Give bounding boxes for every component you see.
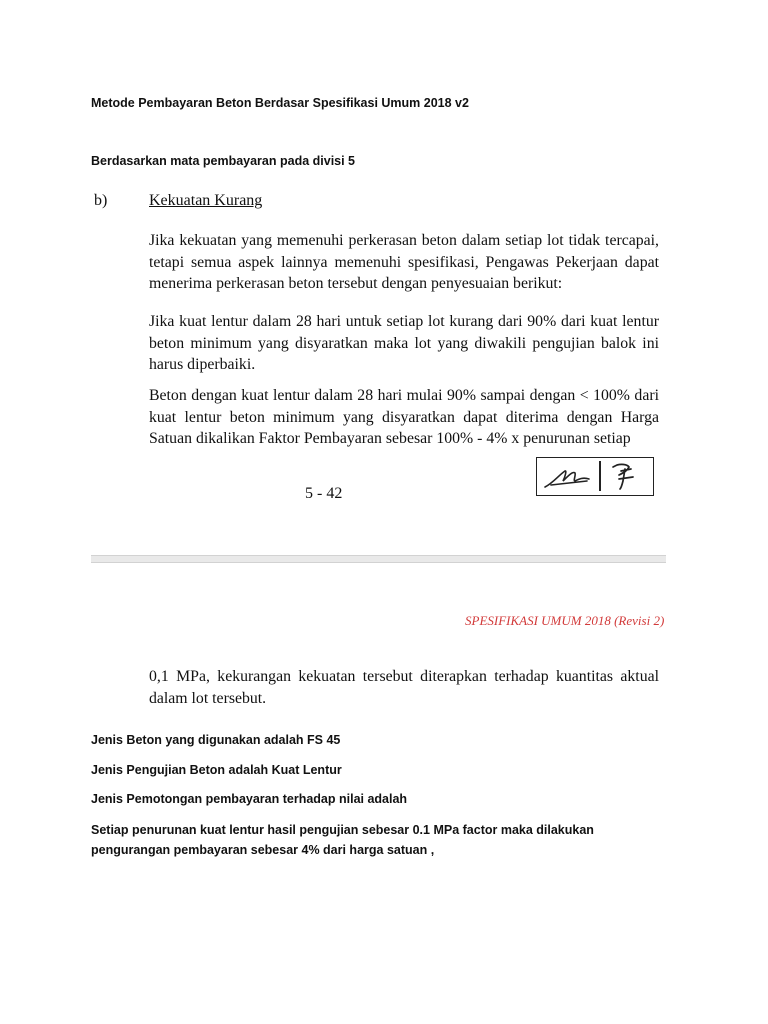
- page-number: 5 - 42: [305, 485, 343, 502]
- signature-scribble-icon: [543, 461, 595, 491]
- fact-line-4: Setiap penurunan kuat lentur hasil pengujian sebesar 0.1 MPa factor maka dilakukan pengurangan pembayaran sebesar 4% dari harga satuan ,: [91, 823, 594, 857]
- intro-line: Berdasarkan mata pembayaran pada divisi 5: [91, 154, 356, 168]
- excerpt-paragraph-4: 0,1 MPa, kekurangan kekuatan tersebut diterapkan terhadap kuantitas aktual dalam lot tersebut.: [149, 668, 659, 707]
- page-separator: [91, 555, 666, 563]
- list-marker: b): [94, 192, 108, 209]
- fact-line-2: Jenis Pengujian Beton adalah Kuat Lentur: [91, 763, 342, 777]
- excerpt-paragraph-3: Beton dengan kuat lentur dalam 28 hari mulai 90% sampai dengan < 100% dari kuat lentur beton minimum yang disyaratkan dapat diterima dengan Harga Satuan dikalikan Faktor Pembayaran sebesar 100% - 4% x penurunan setiap: [149, 387, 659, 447]
- fact-line-1: Jenis Beton yang digunakan adalah FS 45: [91, 733, 341, 747]
- excerpt-paragraph-2: Jika kuat lentur dalam 28 hari untuk setiap lot kurang dari 90% dari kuat lentur beton minimum yang disyaratkan maka lot yang diwakili pengujian balok ini harus diperbaiki.: [149, 313, 659, 373]
- excerpt-paragraph-1: Jika kekuatan yang memenuhi perkerasan beton dalam setiap lot tidak tercapai, tetapi semua aspek lainnya memenuhi spesifikasi, Pengawas Pekerjaan dapat menerima perkerasan beton tersebut dengan penyesuaian berikut:: [149, 232, 659, 292]
- paraf-box: [536, 457, 654, 496]
- initials-scribble-icon: [607, 461, 647, 491]
- section-heading: Kekuatan Kurang: [149, 192, 263, 209]
- spec-header: SPESIFIKASI UMUM 2018 (Revisi 2): [465, 613, 665, 628]
- fact-line-3: Jenis Pemotongan pembayaran terhadap nilai adalah: [91, 792, 408, 806]
- document-title: Metode Pembayaran Beton Berdasar Spesifikasi Umum 2018 v2: [91, 96, 469, 110]
- paraf-box-divider: [599, 461, 601, 491]
